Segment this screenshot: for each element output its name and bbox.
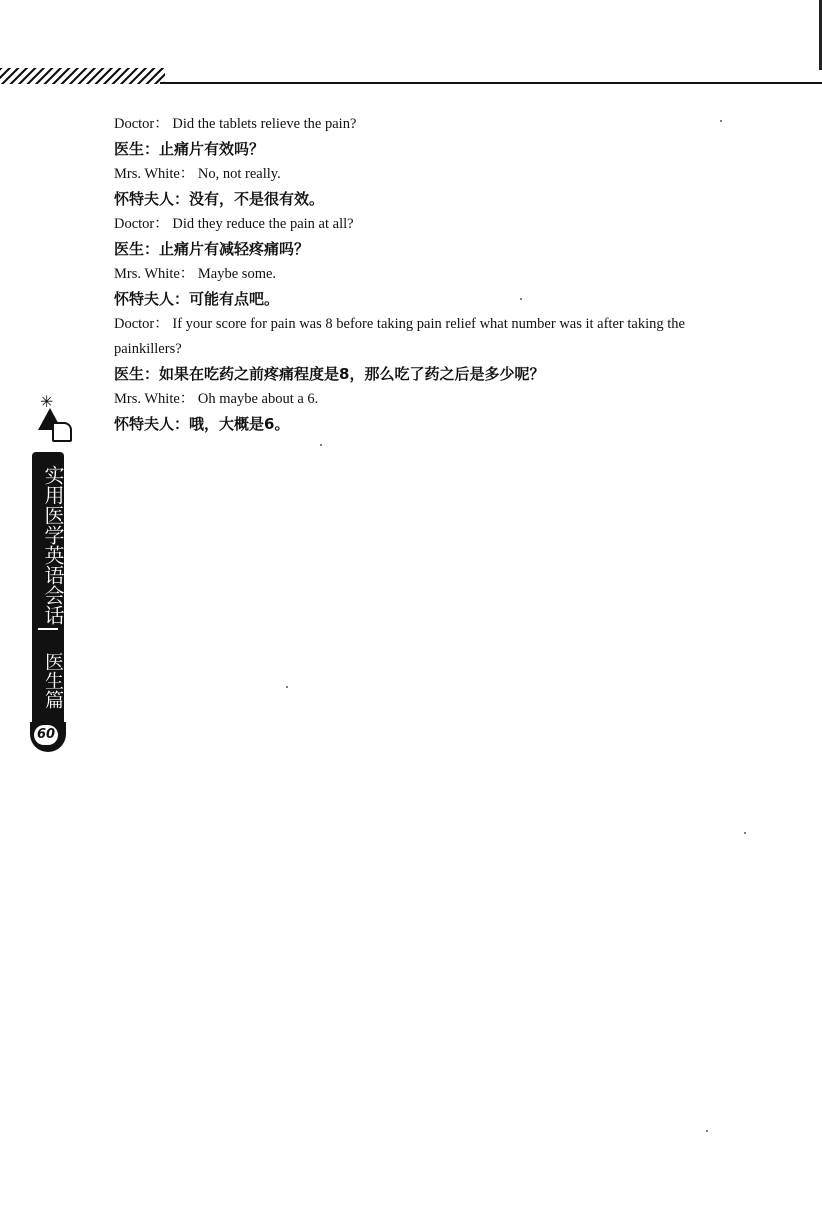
header-hatch-pattern — [0, 68, 165, 84]
dialogue-line-en: Doctor： If your score for pain was 8 before taking pain relief what number was it after taking the painkillers? — [114, 316, 685, 357]
dialogue-line-en: Mrs. White： Oh maybe about a 6. — [114, 391, 319, 407]
book-subtitle: 医生篇 — [42, 651, 64, 709]
page-number: 60 — [34, 725, 58, 745]
scan-speck — [520, 298, 522, 300]
dialogue-line-en: Mrs. White： Maybe some. — [114, 266, 277, 282]
dialogue-line-zh: 怀特夫人：哦，大概是6。 — [114, 415, 290, 433]
dialogue-line-en: Doctor： Did the tablets relieve the pain? — [114, 116, 357, 132]
dialogue-line-zh: 怀特夫人：可能有点吧。 — [114, 290, 280, 308]
side-tab-bar — [32, 452, 64, 734]
tab-divider — [38, 628, 58, 630]
sparkle-icon: ✳ — [40, 392, 54, 411]
scan-speck — [286, 686, 288, 688]
book-title: 实用医学英语会话 — [41, 465, 65, 625]
scan-speck — [720, 120, 722, 122]
dialogue-block — [114, 112, 734, 437]
dialogue-line-zh: 医生：如果在吃药之前疼痛程度是8，那么吃了药之后是多少呢？ — [114, 365, 545, 383]
dialogue-line-en: Mrs. White： No, not really. — [114, 166, 281, 182]
side-tab — [30, 392, 70, 762]
dialogue-line-zh: 医生：止痛片有减轻疼痛吗？ — [114, 240, 310, 258]
dialogue-line-zh: 医生：止痛片有效吗？ — [114, 140, 265, 158]
header-rule — [160, 82, 822, 84]
dialogue-line-zh: 怀特夫人：没有，不是很有效。 — [114, 190, 325, 208]
book-icon — [52, 422, 72, 442]
dialogue-line-en: Doctor： Did they reduce the pain at all? — [114, 216, 354, 232]
scan-speck — [320, 444, 322, 446]
scan-speck — [706, 1130, 708, 1132]
page-number-badge — [30, 722, 66, 752]
scan-speck — [744, 832, 746, 834]
